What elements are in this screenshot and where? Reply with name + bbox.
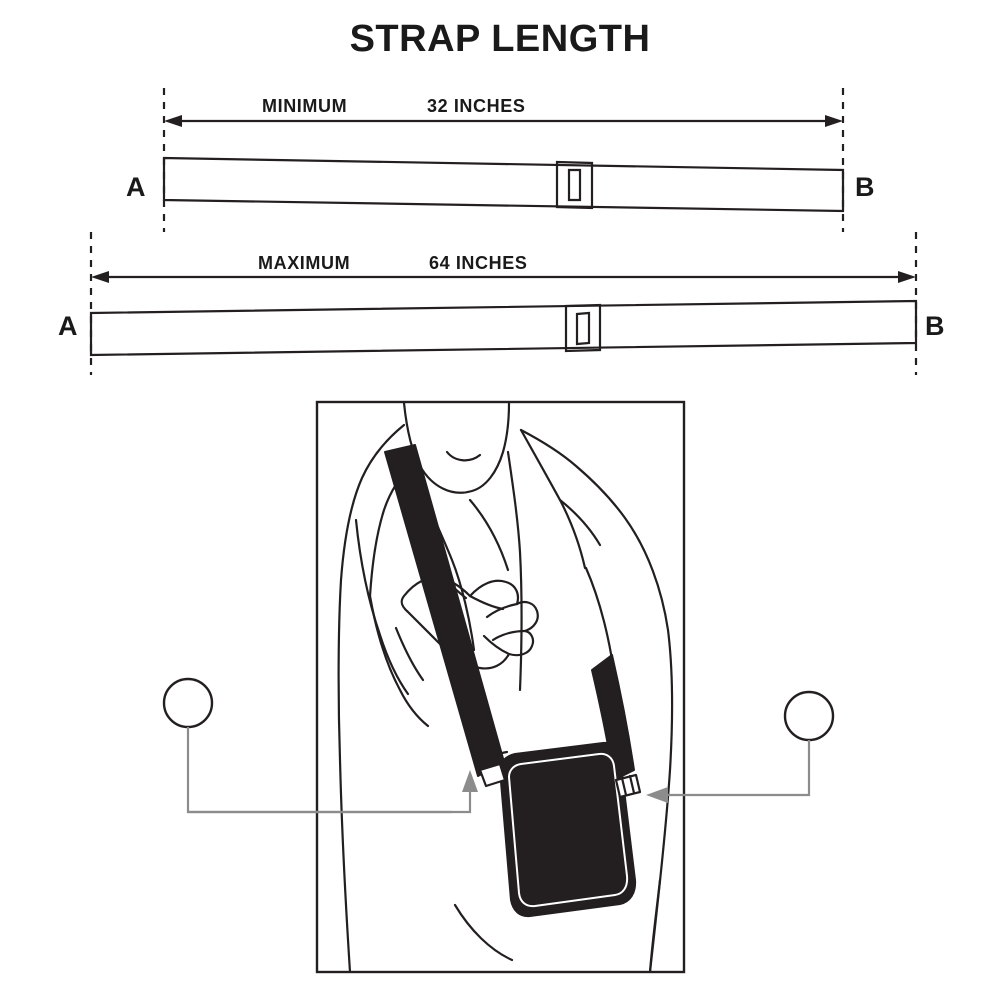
- lapel-right-outer: [521, 430, 585, 568]
- person-illustration: [339, 403, 672, 972]
- minimum-buckle-bar: [569, 170, 580, 200]
- callout-a-arrow-head: [462, 770, 478, 792]
- callout-a-leader: [188, 727, 470, 812]
- maximum-dimension-label: MAXIMUM: [258, 253, 351, 273]
- jacket-left-outline: [339, 425, 404, 972]
- maximum-right-end-label: B: [925, 311, 945, 341]
- collar-inner-line: [470, 500, 508, 570]
- bag-clip-right: [616, 775, 640, 797]
- minimum-dimension-value: 32 INCHES: [427, 96, 526, 116]
- shoulder-strap: [385, 445, 504, 776]
- lower-body-line-right: [650, 880, 660, 972]
- finger-line-1: [470, 596, 503, 609]
- maximum-dimension-value: 64 INCHES: [429, 253, 528, 273]
- callout-b-circle: [785, 692, 833, 740]
- minimum-arrow-head-left: [164, 115, 182, 127]
- finger-line-3: [493, 631, 525, 640]
- chin-line: [447, 452, 480, 460]
- minimum-strap-band: [164, 158, 843, 211]
- maximum-strap-band: [91, 301, 916, 355]
- lapel-right-fold: [560, 500, 600, 545]
- lower-body-line-left: [455, 905, 512, 960]
- callout-b-arrow-head: [646, 787, 668, 803]
- callout-b-leader: [668, 740, 809, 795]
- maximum-left-end-label: A: [58, 311, 78, 341]
- sleeve-outer-edge: [356, 520, 408, 694]
- page-title: STRAP LENGTH: [349, 18, 651, 60]
- minimum-right-end-label: B: [855, 172, 875, 202]
- sleeve-cuff: [396, 628, 423, 680]
- maximum-buckle-bar: [577, 313, 589, 344]
- maximum-arrow-head-left: [91, 271, 109, 283]
- minimum-dimension-label: MINIMUM: [262, 96, 348, 116]
- callout-a-circle: [164, 679, 212, 727]
- sleeve-inner-edge: [370, 596, 428, 726]
- minimum-left-end-label: A: [126, 172, 146, 202]
- maximum-arrow-head-right: [898, 271, 916, 283]
- minimum-arrow-head-right: [825, 115, 843, 127]
